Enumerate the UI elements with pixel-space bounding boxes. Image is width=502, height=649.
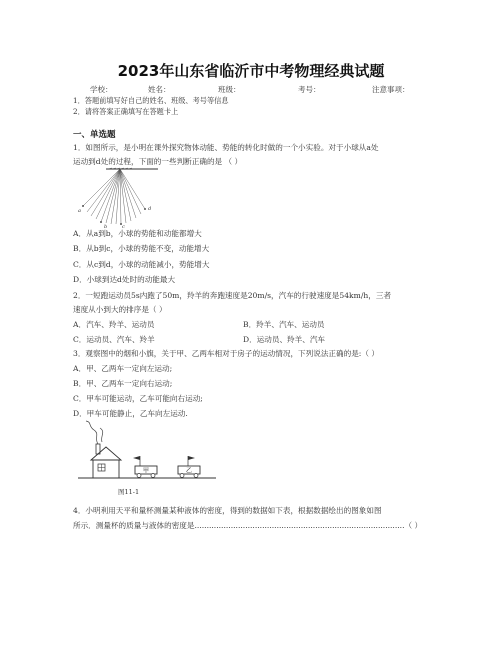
q3-option-c: C．甲车可能运动，乙车可能向右运动; — [73, 394, 203, 403]
class-label: 班级： — [218, 85, 241, 94]
pendulum-figure — [78, 166, 163, 228]
label-d: d — [148, 206, 152, 212]
q1-text-line2: 运动到d处的过程，下面的一些判断正确的是 （ ） — [73, 157, 243, 166]
house-cars-figure — [78, 420, 218, 484]
q3-option-a: A．甲、乙两车一定向左运动; — [73, 364, 173, 373]
exam-number-label: 考号： — [298, 85, 321, 94]
q4-text-line2: 所示．测量杯的质量与液体的密度是.......................................................................................（ ） — [73, 521, 423, 530]
q1-option-a: A．从a到b，小球的势能和动能都增大 — [73, 229, 202, 238]
note-1: 1．答题前填写好自己的姓名、班级、考号等信息 — [73, 96, 229, 105]
q3-text-line1: 3．观察图中的烟和小旗，关于甲、乙两车相对于房子的运动情况，下列说法正确的是:（ ） — [73, 349, 379, 358]
q1-option-b: B．从b到c，小球的势能不变，动能增大 — [73, 244, 210, 253]
car-yi-label: 乙 — [186, 467, 193, 475]
figure-caption: 图11-1 — [118, 488, 140, 496]
q4-text-line1: 4．小明利用天平和量杯测量某种液体的密度，得到的数据如下表，根据数据绘出的图象如图 — [73, 506, 382, 515]
q3-option-d: D．甲车可能静止，乙车向左运动. — [73, 409, 188, 418]
name-label: 姓名： — [148, 85, 171, 94]
q2-text-line1: 2．一短跑运动员5s内跑了50m，羚羊的奔跑速度是20m/s，汽车的行驶速度是54km/h，三者 — [73, 291, 392, 300]
car-jia-label: 甲 — [143, 467, 150, 475]
q2-option-b: B．羚羊、汽车、运动员 — [243, 320, 325, 329]
note-2: 2．请将答案正确填写在答题卡上 — [73, 107, 179, 116]
q2-option-d: D．运动员、羚羊、汽车 — [243, 335, 326, 344]
school-label: 学校： — [90, 85, 113, 94]
q3-option-b: B．甲、乙两车一定向右运动; — [73, 379, 173, 388]
label-c: c — [122, 224, 125, 228]
q1-option-d: D．小球到达d处时的动能最大 — [73, 275, 176, 284]
student-info-row — [90, 84, 420, 96]
notice-label: 注意事项： — [372, 85, 410, 94]
q2-text-line2: 速度从小到大的排序是（ ） — [73, 305, 167, 314]
q2-option-c: C．运动员、汽车、羚羊 — [73, 335, 155, 344]
page-title: 2023年山东省临沂市中考物理经典试题 — [117, 62, 385, 80]
q1-option-c: C．从c到d，小球的动能减小，势能增大 — [73, 260, 210, 269]
section-heading: 一、单选题 — [73, 130, 116, 140]
label-b: b — [104, 224, 108, 228]
label-a: a — [78, 208, 81, 214]
q1-text-line1: 1．如图所示，是小明在课外探究物体动能、势能的转化时做的一个小实验。对于小球从a处 — [73, 143, 379, 152]
q2-option-a: A．汽车、羚羊、运动员 — [73, 320, 155, 329]
